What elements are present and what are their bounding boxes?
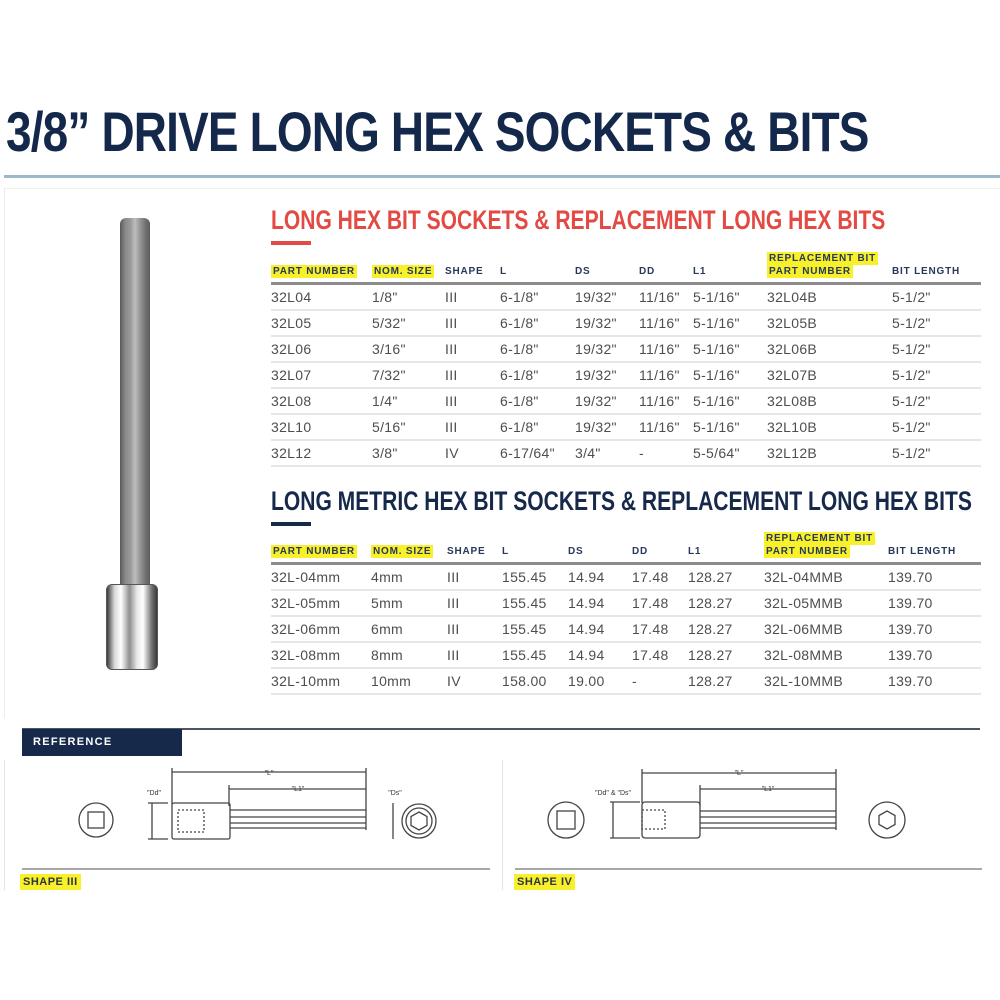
- table-header-row: [271, 252, 981, 284]
- table-cell: III: [445, 284, 500, 311]
- table-cell: 5-1/16": [693, 388, 767, 414]
- table-cell: 14.94: [568, 564, 632, 591]
- table-cell: 32L12B: [767, 440, 892, 466]
- table-cell: III: [447, 590, 502, 616]
- table-cell: 5mm: [371, 590, 447, 616]
- dim-label-dd-ds: "Dd" & "Ds": [594, 790, 632, 797]
- column-header-label: L: [500, 266, 507, 277]
- table-cell: 158.00: [502, 668, 568, 694]
- column-header: [575, 252, 639, 284]
- shape-iii-label: SHAPE III: [20, 874, 81, 890]
- table-cell: 139.70: [888, 564, 981, 591]
- table-cell: III: [445, 388, 500, 414]
- table-cell: 6-1/8": [500, 388, 575, 414]
- metric-spec-table: [271, 532, 981, 695]
- table-cell: 4mm: [371, 564, 447, 591]
- table-cell: 10mm: [371, 668, 447, 694]
- table-cell: 6-1/8": [500, 284, 575, 311]
- table-cell: -: [632, 668, 688, 694]
- column-header: [271, 532, 371, 564]
- column-header: [693, 252, 767, 284]
- column-header-label: L: [502, 546, 509, 557]
- column-header: [447, 532, 502, 564]
- table-cell: III: [447, 564, 502, 591]
- table-cell: 11/16": [639, 336, 693, 362]
- column-header-label: NOM. SIZE: [374, 266, 433, 277]
- product-image: [106, 218, 158, 673]
- table-cell: 155.45: [502, 590, 568, 616]
- table-cell: 6mm: [371, 616, 447, 642]
- table-cell: -: [639, 440, 693, 466]
- table-cell: 5-1/2": [892, 362, 981, 388]
- table-cell: 32L04: [271, 284, 372, 311]
- table-row: [271, 642, 981, 668]
- dim-label-l: "L": [734, 770, 744, 777]
- table-cell: 32L-08MMB: [764, 642, 888, 668]
- table-cell: 32L08: [271, 388, 372, 414]
- table-cell: III: [445, 362, 500, 388]
- column-header: [688, 532, 764, 564]
- table-cell: 5-1/2": [892, 310, 981, 336]
- column-header: [888, 532, 981, 564]
- table-cell: 32L04B: [767, 284, 892, 311]
- column-header: [568, 532, 632, 564]
- table-cell: 32L12: [271, 440, 372, 466]
- table-cell: 7/32": [372, 362, 445, 388]
- table-cell: 139.70: [888, 590, 981, 616]
- column-header-top: REPLACEMENT BIT: [769, 253, 876, 264]
- table-row: [271, 388, 981, 414]
- table-cell: 32L06: [271, 336, 372, 362]
- column-header-label: PART NUMBER: [273, 546, 355, 557]
- table-cell: 11/16": [639, 310, 693, 336]
- table-cell: 128.27: [688, 564, 764, 591]
- column-header: [372, 252, 445, 284]
- table-cell: III: [447, 642, 502, 668]
- table-cell: 32L-04MMB: [764, 564, 888, 591]
- table-cell: 32L06B: [767, 336, 892, 362]
- shape-iv-diagram: [540, 760, 960, 860]
- table-cell: 3/4": [575, 440, 639, 466]
- shape-iv-label: SHAPE IV: [514, 874, 575, 890]
- table-cell: 32L-05mm: [271, 590, 371, 616]
- table-cell: 5-1/2": [892, 414, 981, 440]
- table-cell: 155.45: [502, 616, 568, 642]
- column-header-label: DS: [568, 546, 584, 557]
- diagram-rule-shape-iv: [515, 868, 982, 870]
- table-cell: 19/32": [575, 310, 639, 336]
- dim-label-l1: "L1": [761, 786, 775, 793]
- table-cell: 139.70: [888, 642, 981, 668]
- table-cell: 5-5/64": [693, 440, 767, 466]
- table-cell: 17.48: [632, 616, 688, 642]
- table-cell: IV: [445, 440, 500, 466]
- shape-iii-diagram: [60, 760, 480, 860]
- table-cell: 32L-04mm: [271, 564, 371, 591]
- table-cell: 6-1/8": [500, 310, 575, 336]
- table-cell: 17.48: [632, 642, 688, 668]
- table-cell: 139.70: [888, 616, 981, 642]
- table-cell: 32L-06mm: [271, 616, 371, 642]
- table-cell: 155.45: [502, 642, 568, 668]
- column-header-label: BIT LENGTH: [892, 266, 960, 277]
- sae-section-underline: [271, 241, 311, 245]
- table-cell: III: [445, 336, 500, 362]
- table-cell: 14.94: [568, 642, 632, 668]
- table-cell: 32L05B: [767, 310, 892, 336]
- column-header: [371, 532, 447, 564]
- table-cell: 1/4": [372, 388, 445, 414]
- table-cell: 5-1/16": [693, 362, 767, 388]
- table-row: [271, 336, 981, 362]
- drive-end-circle-icon: [548, 802, 584, 838]
- column-header: [767, 252, 892, 284]
- table-row: [271, 564, 981, 591]
- table-row: [271, 616, 981, 642]
- table-cell: 14.94: [568, 590, 632, 616]
- table-cell: 14.94: [568, 616, 632, 642]
- table-cell: III: [447, 616, 502, 642]
- column-header-label: PART NUMBER: [273, 266, 355, 277]
- column-header-top: REPLACEMENT BIT: [766, 533, 873, 544]
- table-cell: 17.48: [632, 564, 688, 591]
- table-cell: 32L10: [271, 414, 372, 440]
- table-cell: 11/16": [639, 284, 693, 311]
- table-cell: 6-17/64": [500, 440, 575, 466]
- column-header-label: PART NUMBER: [766, 546, 848, 557]
- table-cell: 32L-05MMB: [764, 590, 888, 616]
- hex-bit-shaft: [120, 218, 150, 593]
- table-cell: 3/8": [372, 440, 445, 466]
- column-header: [892, 252, 981, 284]
- table-cell: 11/16": [639, 362, 693, 388]
- column-header-label: DS: [575, 266, 591, 277]
- dim-label-l: "L": [264, 770, 274, 777]
- table-cell: 5-1/16": [693, 284, 767, 311]
- table-cell: 5/16": [372, 414, 445, 440]
- column-header-label: PART NUMBER: [769, 266, 851, 277]
- metric-section-title: LONG METRIC HEX BIT SOCKETS & REPLACEMENT LONG HEX BITS: [271, 486, 972, 516]
- table-cell: 19/32": [575, 336, 639, 362]
- column-header: [500, 252, 575, 284]
- table-cell: 32L-10MMB: [764, 668, 888, 694]
- table-row: [271, 440, 981, 466]
- table-cell: 19/32": [575, 414, 639, 440]
- table-cell: 128.27: [688, 616, 764, 642]
- table-cell: III: [445, 310, 500, 336]
- table-cell: 6-1/8": [500, 362, 575, 388]
- title-divider: [4, 175, 1000, 178]
- table-cell: 11/16": [639, 414, 693, 440]
- drive-end-circle-icon: [79, 803, 113, 837]
- column-header-label: DD: [632, 546, 649, 557]
- table-cell: 32L07: [271, 362, 372, 388]
- table-row: [271, 414, 981, 440]
- table-cell: 32L08B: [767, 388, 892, 414]
- table-cell: 5-1/2": [892, 336, 981, 362]
- dim-label-l1: "L1": [291, 786, 305, 793]
- table-cell: 1/8": [372, 284, 445, 311]
- dim-label-dd: "Dd": [147, 790, 161, 797]
- table-cell: 8mm: [371, 642, 447, 668]
- table-cell: 5-1/2": [892, 440, 981, 466]
- hex-end-circle-icon: [869, 802, 905, 838]
- column-header-label: BIT LENGTH: [888, 546, 956, 557]
- table-cell: 155.45: [502, 564, 568, 591]
- column-header: [502, 532, 568, 564]
- column-header: [764, 532, 888, 564]
- table-cell: 139.70: [888, 668, 981, 694]
- table-cell: 5/32": [372, 310, 445, 336]
- table-cell: 128.27: [688, 590, 764, 616]
- table-cell: 19.00: [568, 668, 632, 694]
- socket-body: [106, 584, 158, 670]
- table-cell: 32L05: [271, 310, 372, 336]
- hex-end-circle-icon: [402, 804, 436, 838]
- table-row: [271, 310, 981, 336]
- table-cell: 128.27: [688, 668, 764, 694]
- table-cell: 5-1/2": [892, 284, 981, 311]
- table-header-row: [271, 532, 981, 564]
- table-cell: III: [445, 414, 500, 440]
- column-header-label: L1: [693, 266, 707, 277]
- table-cell: 11/16": [639, 388, 693, 414]
- table-cell: 5-1/16": [693, 310, 767, 336]
- table-cell: 5-1/16": [693, 414, 767, 440]
- column-header: [271, 252, 372, 284]
- table-cell: 19/32": [575, 362, 639, 388]
- table-cell: IV: [447, 668, 502, 694]
- table-row: [271, 590, 981, 616]
- table-cell: 17.48: [632, 590, 688, 616]
- column-header: [632, 532, 688, 564]
- table-cell: 3/16": [372, 336, 445, 362]
- table-cell: 32L10B: [767, 414, 892, 440]
- sae-section-title: LONG HEX BIT SOCKETS & REPLACEMENT LONG HEX BITS: [271, 205, 886, 235]
- sae-spec-table: [271, 252, 981, 467]
- table-cell: 19/32": [575, 284, 639, 311]
- table-cell: 32L-10mm: [271, 668, 371, 694]
- table-cell: 5-1/2": [892, 388, 981, 414]
- column-header: [445, 252, 500, 284]
- column-header-label: NOM. SIZE: [373, 546, 432, 557]
- table-cell: 6-1/8": [500, 414, 575, 440]
- reference-diagrams-tab: REFERENCE DIAGRAMS: [22, 729, 182, 756]
- page-title: 3/8” DRIVE LONG HEX SOCKETS & BITS: [6, 100, 869, 163]
- table-row: [271, 362, 981, 388]
- column-header: [639, 252, 693, 284]
- table-cell: 32L-06MMB: [764, 616, 888, 642]
- table-cell: 32L-08mm: [271, 642, 371, 668]
- diagram-rule-shape-iii: [22, 868, 490, 870]
- table-cell: 128.27: [688, 642, 764, 668]
- metric-section-underline: [271, 522, 311, 526]
- column-header-label: L1: [688, 546, 702, 557]
- table-row: [271, 284, 981, 311]
- column-header-label: SHAPE: [445, 266, 484, 277]
- table-cell: 32L07B: [767, 362, 892, 388]
- dim-label-ds: "Ds": [388, 790, 402, 797]
- table-cell: 5-1/16": [693, 336, 767, 362]
- table-cell: 6-1/8": [500, 336, 575, 362]
- column-header-label: SHAPE: [447, 546, 486, 557]
- table-row: [271, 668, 981, 694]
- table-cell: 19/32": [575, 388, 639, 414]
- column-header-label: DD: [639, 266, 656, 277]
